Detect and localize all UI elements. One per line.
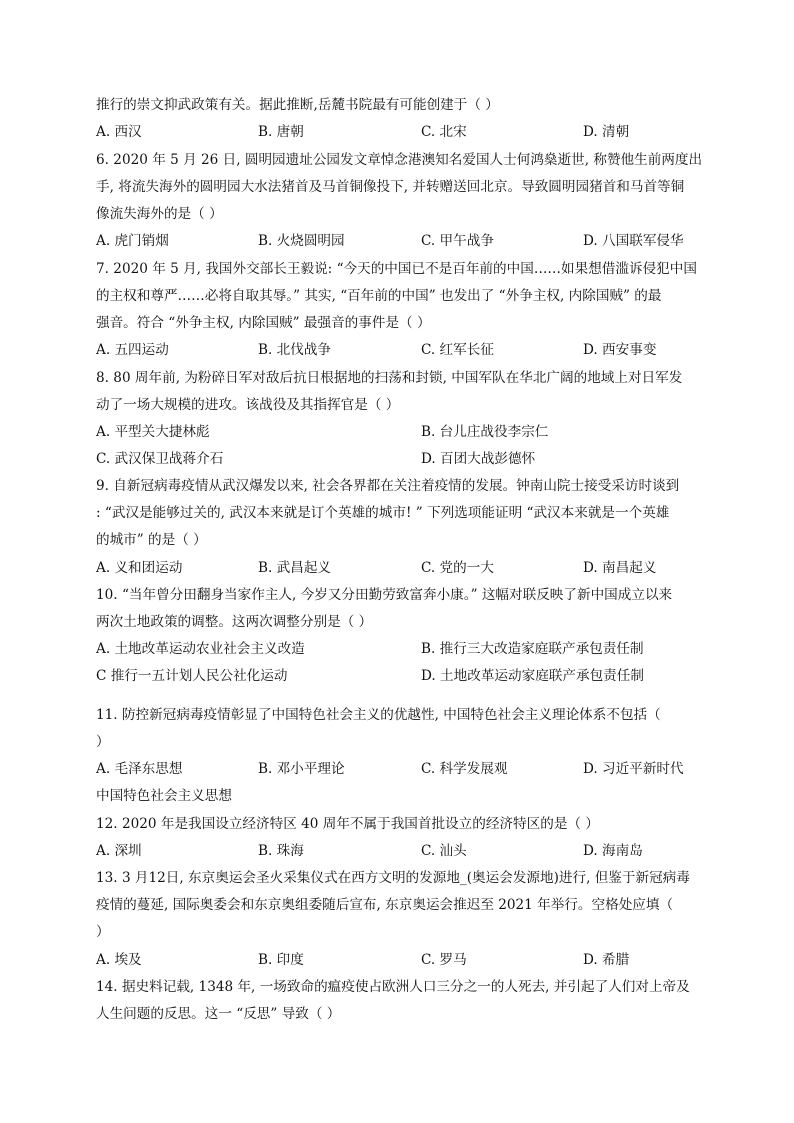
q8-option-a: A. 平型关大捷林彪 <box>96 424 210 440</box>
q11-line-1: 11. 防控新冠病毒疫情彰显了中国特色社会主义的优越性, 中国特色社会主义理论体系不包括（ <box>96 707 661 723</box>
q11-option-b: B. 邓小平理论 <box>258 761 345 777</box>
q13-option-b: B. 印度 <box>258 952 304 968</box>
q10-line-1: 10. “当年曾分田翻身当家作主人, 今岁又分田勤劳致富奔小康。” 这幅对联反映了新中国成立以来 <box>96 587 673 603</box>
q13-option-a: A. 埃及 <box>96 952 142 968</box>
q12-option-b: B. 珠海 <box>258 843 304 859</box>
q7-option-b: B. 北伐战争 <box>258 342 332 358</box>
q12-line-1: 12. 2020 年是我国设立经济特区 40 周年不属于我国首批设立的经济特区的是（ ） <box>96 816 599 832</box>
intro-line: 推行的崇文抑武政策有关。据此推断,岳麓书院最有可能创建于（ ） <box>96 97 499 113</box>
q9-line-3: 的城市” 的是（ ） <box>96 532 207 548</box>
q10-option-b: B. 推行三大改造家庭联产承包责任制 <box>421 641 644 657</box>
q6-line-3: 像流失海外的是（ ） <box>96 206 223 222</box>
q13-option-d: D. 希腊 <box>583 952 630 968</box>
q11-option-a: A. 毛泽东思想 <box>96 761 183 777</box>
q9-option-b: B. 武昌起义 <box>258 560 332 576</box>
q5-option-b: B. 唐朝 <box>258 124 304 140</box>
q7-option-a: A. 五四运动 <box>96 342 169 358</box>
q9-option-c: C. 党的一大 <box>421 560 494 576</box>
q6-option-a: A. 虎门销烟 <box>96 233 169 249</box>
q12-option-c: C. 汕头 <box>421 843 467 859</box>
q6-line-2: 手, 将流失海外的圆明园大水法猪首及马首铜像投下, 并转赠送回北京。导致圆明园猪首和马首等铜 <box>96 179 685 195</box>
q13-line-2: 疫情的蔓延, 国际奥委会和东京奥组委随后宣布, 东京奥运会推迟至 2021 年举行。空格处应填（ <box>96 897 674 913</box>
q10-line-2: 两次土地政策的调整。这两次调整分别是（ ） <box>96 614 373 630</box>
q12-option-d: D. 海南岛 <box>583 843 643 859</box>
q11-option-d: D. 习近平新时代 <box>583 761 684 777</box>
q9-line-2: : “武汉是能够过关的, 武汉本来就是订个英雄的城市! ” 下列选项能证明 “武汉本来就是一个英雄 <box>96 505 670 521</box>
q9-line-1: 9. 自新冠病毒疫情从武汉爆发以来, 社会各界都在关注着疫情的发展。钟南山院士接受采访时谈到 <box>96 478 680 494</box>
q6-option-d: D. 八国联军侵华 <box>583 233 684 249</box>
q6-option-b: B. 火烧圆明园 <box>258 233 345 249</box>
q11-option-c: C. 科学发展观 <box>421 761 508 777</box>
q6-line-1: 6. 2020 年 5 月 26 日, 圆明园遗址公园发文章悼念港澳知名爱国人士何鸿燊逝世, 称赞他生前两度出 <box>96 152 703 168</box>
q8-line-1: 8. 80 周年前, 为粉碎日军对敌后抗日根据地的扫荡和封锁, 中国军队在华北广阔的地域上对日军发 <box>96 370 683 386</box>
q8-option-c: C. 武汉保卫战蒋介石 <box>96 451 224 467</box>
q10-option-c: C 推行一五计划人民公社化运动 <box>96 668 288 684</box>
q6-option-c: C. 甲午战争 <box>421 233 494 249</box>
q10-option-a: A. 土地改革运动农业社会主义改造 <box>96 641 305 657</box>
q9-option-a: A. 义和团运动 <box>96 560 183 576</box>
q7-line-3: 强音。符合 “外争主权, 内除国贼” 最强音的事件是（ ） <box>96 315 431 331</box>
q5-option-d: D. 清朝 <box>583 124 630 140</box>
q13-line-3: ） <box>96 924 110 940</box>
q14-line-2: 人生问题的反思。这一 “反思” 导致（ ） <box>96 1006 341 1022</box>
q7-line-2: 的主权和尊严……必将自取其辱。” 其实, “百年前的中国” 也发出了 “外争主权, 内除国贼” 的最 <box>96 288 662 304</box>
q11-option-d-continued: 中国特色社会主义思想 <box>96 788 232 804</box>
q8-option-b: B. 台儿庄战役李宗仁 <box>421 424 549 440</box>
q12-option-a: A. 深圳 <box>96 843 142 859</box>
q10-option-d: D. 土地改革运动家庭联产承包责任制 <box>421 668 644 684</box>
q11-line-2: ） <box>96 734 110 750</box>
q5-option-c: C. 北宋 <box>421 124 467 140</box>
q14-line-1: 14. 据史料记载, 1348 年, 一场致命的瘟疫使占欧洲人口三分之一的人死去, 并引起了人们对上帝及 <box>96 979 690 995</box>
q9-option-d: D. 南昌起义 <box>583 560 657 576</box>
q5-option-a: A. 西汉 <box>96 124 142 140</box>
q13-line-1: 13. 3 月12日, 东京奥运会圣火采集仪式在西方文明的发源地_(奥运会发源地)进行, 但鉴于新冠病毒 <box>96 870 690 886</box>
q8-line-2: 动了一场大规模的进攻。该战役及其指挥官是（ ） <box>96 397 400 413</box>
q13-option-c: C. 罗马 <box>421 952 467 968</box>
q7-option-c: C. 红军长征 <box>421 342 494 358</box>
q7-option-d: D. 西安事变 <box>583 342 657 358</box>
q7-line-1: 7. 2020 年 5 月, 我国外交部长王毅说: “今天的中国已不是百年前的中国……如果想借滥诉侵犯中国 <box>96 261 697 277</box>
q8-option-d: D. 百团大战彭德怀 <box>421 451 536 467</box>
